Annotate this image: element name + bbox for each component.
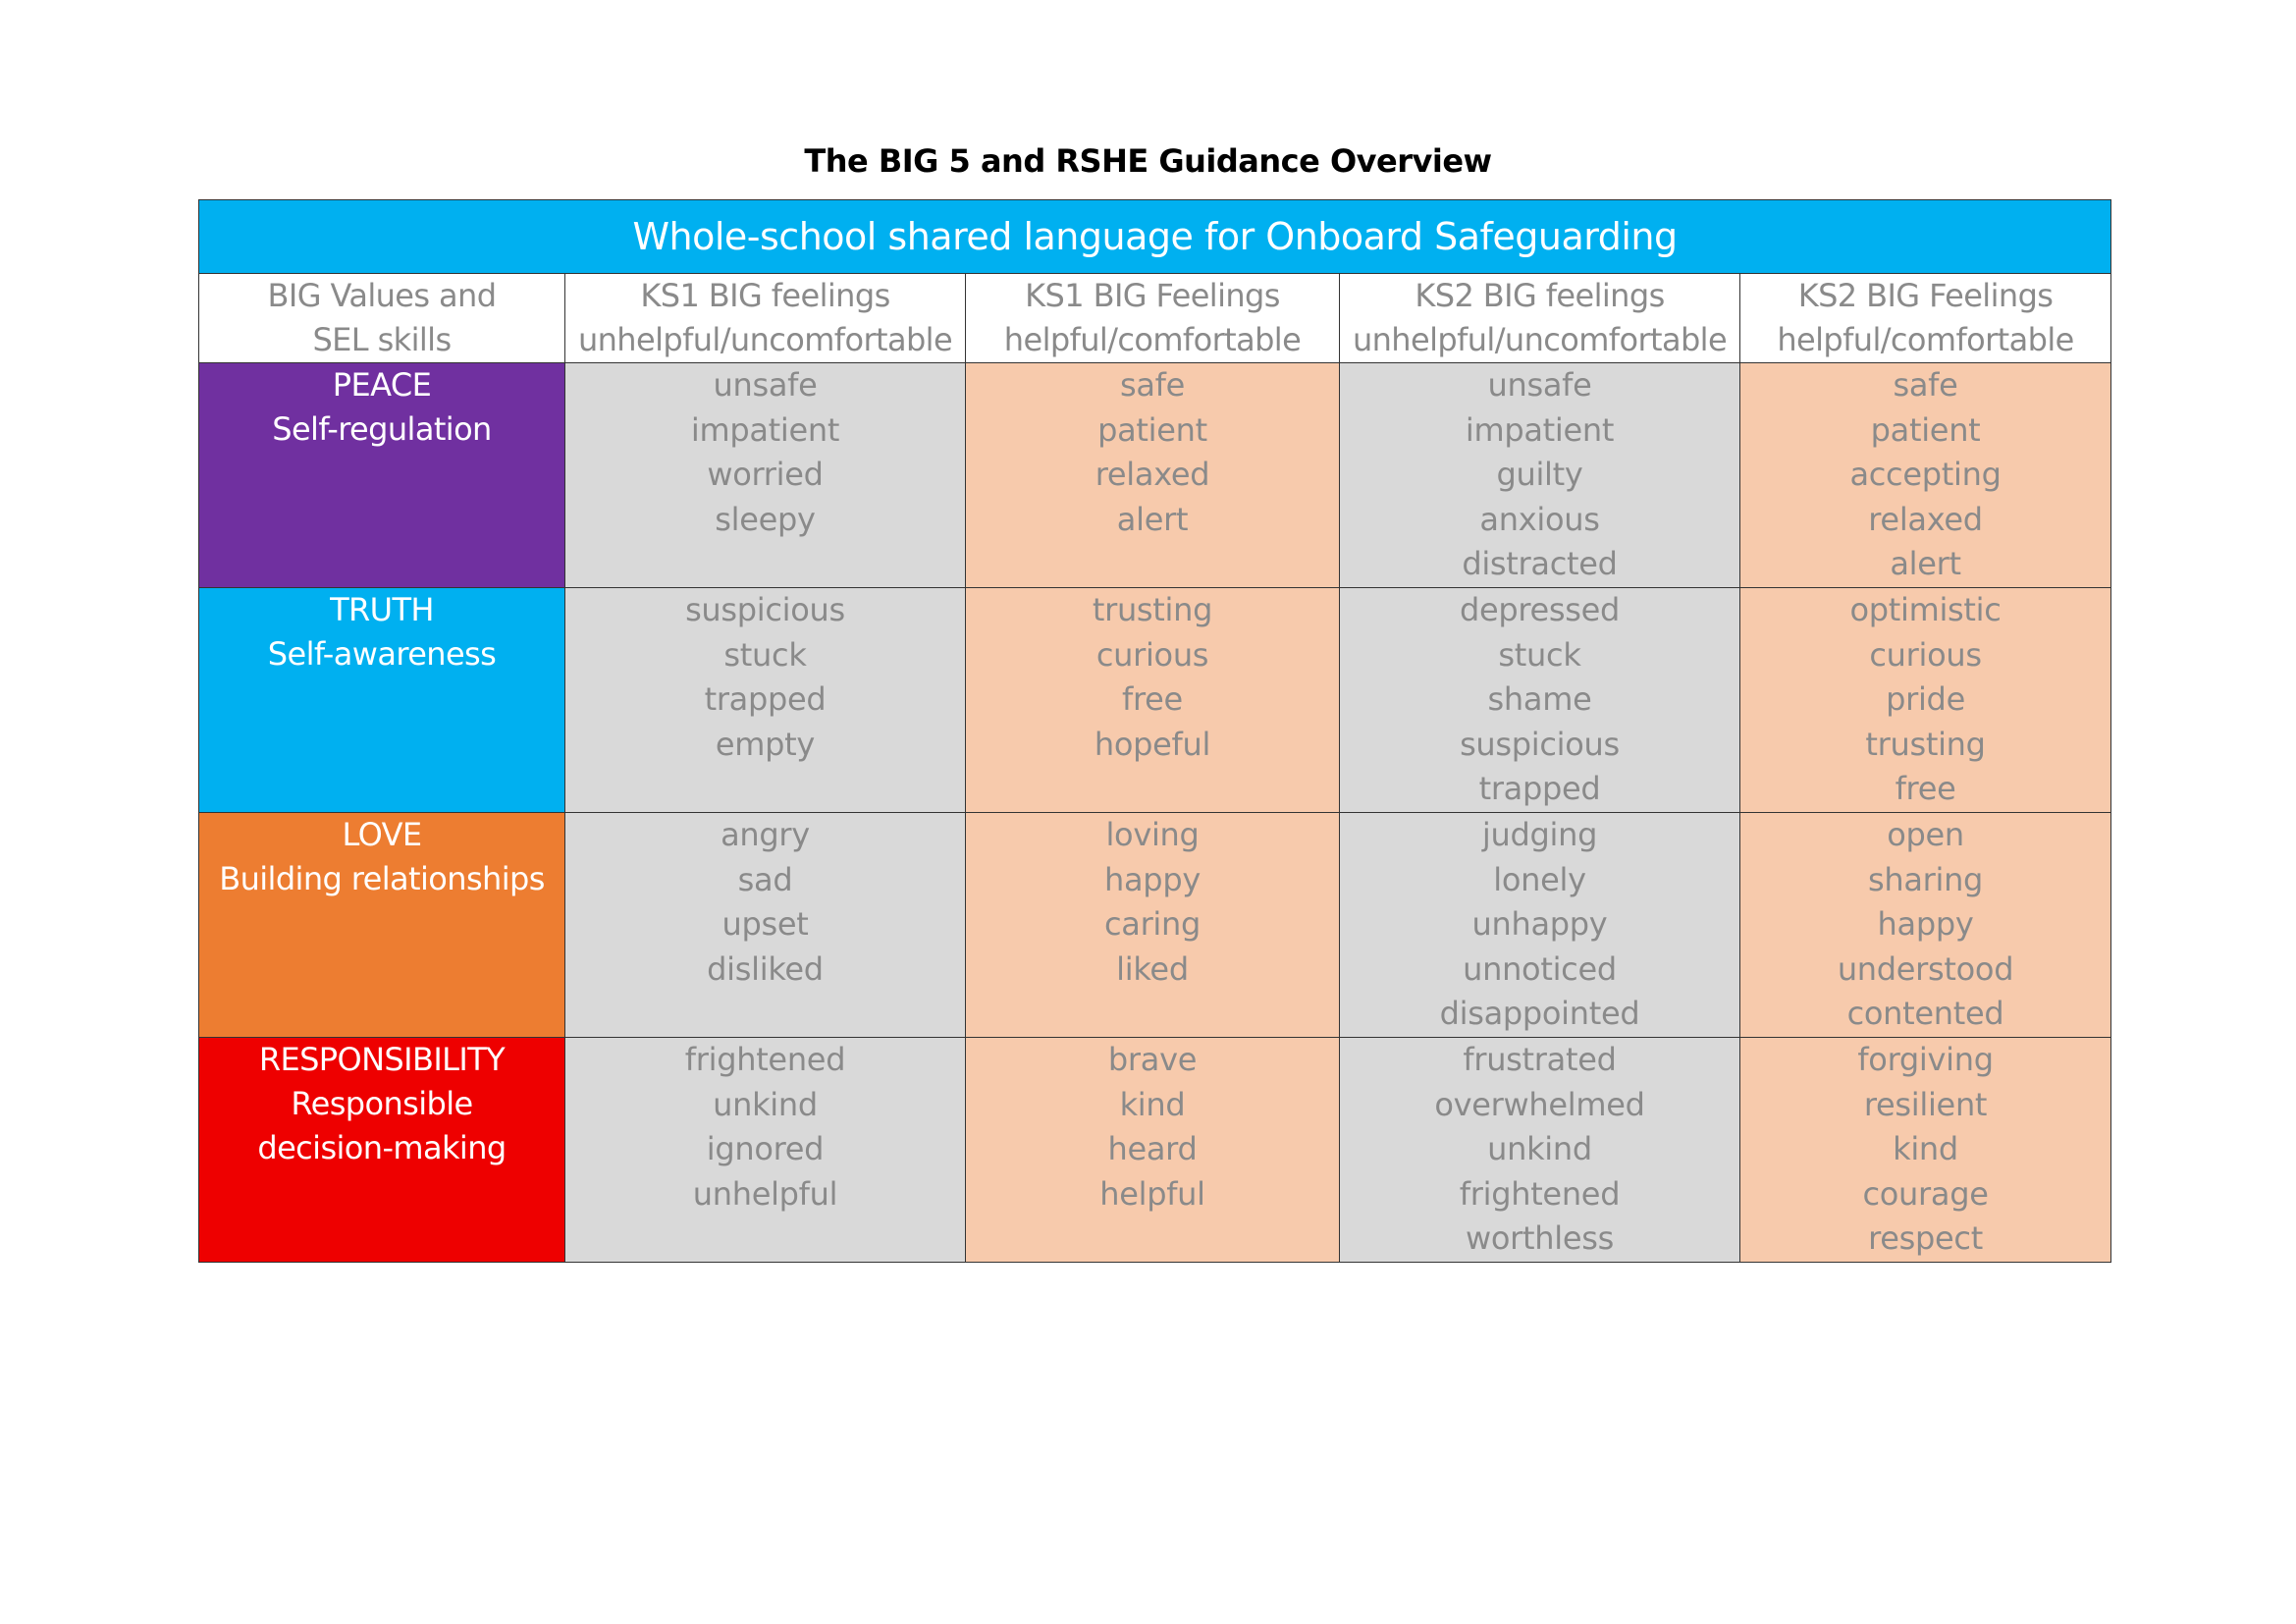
feeling-word: unsafe — [1487, 366, 1592, 404]
feeling-word: distracted — [1462, 545, 1618, 582]
feeling-word: depressed — [1459, 591, 1621, 628]
feeling-word: alert — [1890, 545, 1961, 582]
feeling-word: free — [1895, 770, 1956, 807]
feeling-word: trusting — [1092, 591, 1213, 628]
feeling-word: safe — [1893, 366, 1958, 404]
feeling-word: angry — [721, 816, 810, 853]
feeling-word: unhelpful — [692, 1174, 838, 1213]
feeling-word: liked — [1116, 949, 1189, 988]
feeling-word: upset — [721, 905, 809, 943]
column-header-line: helpful/comfortable — [1003, 321, 1302, 358]
feeling-word: unnoticed — [1463, 949, 1617, 988]
feeling-word: patient — [1870, 410, 1981, 449]
feeling-word: hopeful — [1094, 725, 1211, 763]
sel-skill: decision-making — [257, 1129, 507, 1166]
column-header-line: unhelpful/uncomfortable — [1352, 321, 1728, 358]
feeling-word: alert — [1116, 500, 1189, 538]
column-header-ks2-helpful — [1740, 274, 2111, 363]
sel-skill: Responsible — [291, 1085, 473, 1122]
feeling-word: frightened — [1459, 1174, 1621, 1213]
feeling-word: stuck — [1498, 635, 1581, 674]
feelings-cell-ks2-helpful — [1740, 813, 2111, 1038]
feelings-cell-ks2-unhelpful — [1340, 588, 1740, 813]
value-name: LOVE — [342, 816, 422, 853]
value-rows — [199, 363, 2111, 1263]
feeling-word: relaxed — [1868, 500, 1983, 538]
feeling-word: pride — [1886, 680, 1965, 718]
banner-row — [199, 200, 2111, 274]
feeling-word: kind — [1893, 1130, 1958, 1167]
table-row-love — [199, 813, 2111, 1038]
table-row-responsibility — [199, 1038, 2111, 1263]
column-header-line: KS1 BIG Feelings — [1025, 277, 1280, 314]
feeling-word: contented — [1846, 995, 2004, 1032]
column-header-ks1-unhelpful — [565, 274, 966, 363]
feeling-word: caring — [1103, 905, 1201, 943]
feeling-word: disappointed — [1439, 995, 1640, 1032]
feeling-word: disliked — [707, 949, 824, 988]
feelings-cell-ks1-unhelpful — [565, 1038, 966, 1263]
feeling-word: patient — [1097, 410, 1207, 449]
sel-skill: Building relationships — [219, 860, 545, 897]
feeling-word: lonely — [1493, 860, 1586, 898]
feeling-word: shame — [1487, 680, 1592, 718]
feeling-word: ignored — [706, 1130, 825, 1167]
value-cell-peace — [199, 363, 565, 588]
feeling-word: sad — [737, 860, 793, 898]
column-header-line: helpful/comfortable — [1777, 321, 2074, 358]
feeling-word: trusting — [1865, 725, 1986, 763]
feeling-word: brave — [1107, 1041, 1198, 1078]
feeling-word: trapped — [704, 680, 827, 718]
sel-skill: Self-regulation — [272, 410, 492, 448]
feeling-word: suspicious — [685, 591, 845, 628]
banner: Whole-school shared language for Onboard Safeguarding — [199, 200, 2111, 274]
feeling-word: courage — [1862, 1174, 1989, 1213]
feelings-cell-ks2-helpful — [1740, 363, 2111, 588]
feeling-word: unkind — [713, 1085, 818, 1123]
value-cell-love — [199, 813, 565, 1038]
column-header-values — [199, 274, 565, 363]
feeling-word: resilient — [1863, 1085, 1988, 1123]
feeling-word: sleepy — [715, 500, 816, 538]
page-title: The BIG 5 and RSHE Guidance Overview — [804, 142, 1492, 180]
feelings-cell-ks2-unhelpful — [1340, 813, 1740, 1038]
feelings-cell-ks2-helpful — [1740, 588, 2111, 813]
value-cell-truth — [199, 588, 565, 813]
feelings-cell-ks2-unhelpful — [1340, 1038, 1740, 1263]
feeling-word: respect — [1868, 1219, 1983, 1257]
feeling-word: stuck — [723, 635, 807, 674]
feelings-cell-ks1-helpful — [966, 588, 1340, 813]
feeling-word: forgiving — [1857, 1041, 1994, 1078]
feeling-word: unkind — [1487, 1130, 1592, 1167]
feeling-word: unhappy — [1471, 905, 1608, 943]
value-cell-responsibility — [199, 1038, 565, 1263]
feeling-word: worried — [707, 456, 824, 493]
column-header-ks2-unhelpful — [1340, 274, 1740, 363]
feeling-word: happy — [1104, 860, 1201, 898]
feeling-word: free — [1122, 680, 1183, 718]
feeling-word: impatient — [690, 410, 840, 449]
feelings-cell-ks1-unhelpful — [565, 363, 966, 588]
column-header-line: SEL skills — [312, 321, 452, 358]
feeling-word: trapped — [1478, 770, 1601, 807]
feelings-cell-ks2-helpful — [1740, 1038, 2111, 1263]
feelings-cell-ks1-unhelpful — [565, 588, 966, 813]
feeling-word: empty — [715, 725, 816, 763]
feeling-word: frustrated — [1463, 1041, 1617, 1078]
table-row-peace — [199, 363, 2111, 588]
feelings-cell-ks1-helpful — [966, 813, 1340, 1038]
header-row — [199, 274, 2111, 363]
value-name: RESPONSIBILITY — [258, 1041, 506, 1078]
table-row-truth — [199, 588, 2111, 813]
column-header-line: KS2 BIG feelings — [1415, 277, 1665, 314]
feeling-word: open — [1887, 816, 1964, 853]
feeling-word: impatient — [1465, 410, 1615, 449]
column-header-line: BIG Values and — [267, 277, 497, 314]
feeling-word: heard — [1107, 1130, 1198, 1167]
column-header-line: unhelpful/uncomfortable — [577, 321, 953, 358]
column-header-line: KS1 BIG feelings — [640, 277, 890, 314]
feeling-word: safe — [1119, 366, 1186, 404]
feeling-word: helpful — [1099, 1174, 1205, 1213]
feeling-word: suspicious — [1460, 725, 1620, 763]
feelings-cell-ks2-unhelpful — [1340, 363, 1740, 588]
feeling-word: curious — [1869, 635, 1982, 674]
feeling-word: frightened — [684, 1041, 846, 1078]
feeling-word: guilty — [1496, 456, 1583, 493]
feeling-word: sharing — [1867, 860, 1984, 898]
feeling-word: optimistic — [1849, 591, 2002, 628]
feeling-word: anxious — [1479, 500, 1600, 538]
feeling-word: happy — [1877, 905, 1974, 943]
value-name: TRUTH — [330, 591, 434, 628]
feelings-cell-ks1-unhelpful — [565, 813, 966, 1038]
feelings-cell-ks1-helpful — [966, 1038, 1340, 1263]
sel-skill: Self-awareness — [267, 635, 497, 673]
value-name: PEACE — [332, 366, 432, 404]
column-header-line: KS2 BIG Feelings — [1797, 277, 2054, 314]
feeling-word: overwhelmed — [1434, 1085, 1645, 1123]
feeling-word: kind — [1119, 1085, 1186, 1123]
feeling-word: worthless — [1466, 1219, 1614, 1257]
column-header-ks1-helpful — [966, 274, 1340, 363]
feeling-word: judging — [1481, 816, 1598, 853]
feeling-word: understood — [1837, 949, 2014, 988]
feelings-cell-ks1-helpful — [966, 363, 1340, 588]
feeling-word: accepting — [1849, 456, 2002, 493]
feeling-word: relaxed — [1095, 456, 1210, 493]
feeling-word: curious — [1095, 635, 1209, 674]
feeling-word: unsafe — [713, 366, 818, 404]
big5-overview-table — [198, 199, 2111, 1263]
feeling-word: loving — [1105, 816, 1200, 853]
